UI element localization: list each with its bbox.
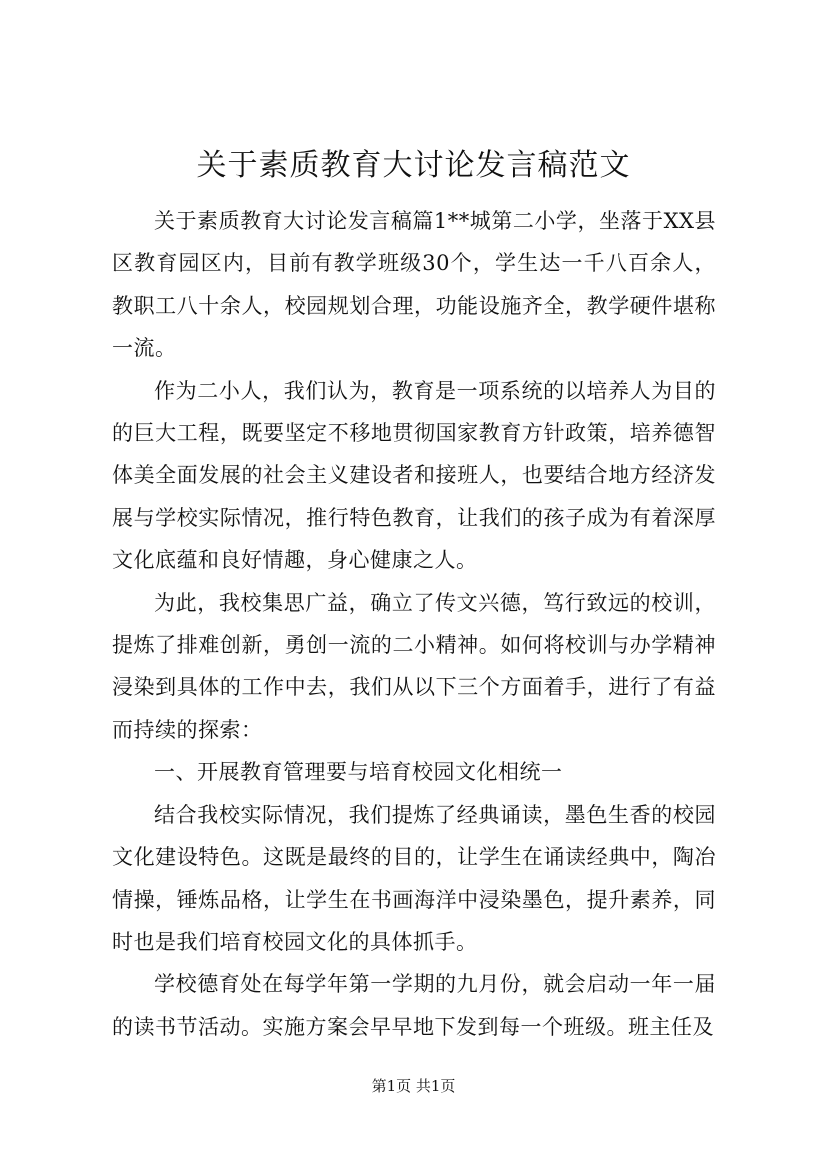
paragraph: 为此，我校集思广益，确立了传文兴德，笃行致远的校训，提炼了排难创新，勇创一流的二小精神。如何将校训与办学精神浸染到具体的工作中去，我们从以下三个方面着手，进行了有益而持续的探索： (112, 590, 716, 742)
paragraph: 结合我校实际情况，我们提炼了经典诵读，墨色生香的校园文化建设特色。这既是最终的目的，让学生在诵读经典中，陶冶情操，锤炼品格，让学生在书画海洋中浸染墨色，提升素养，同时也是我们培育校园文化的具体抓手。 (112, 802, 716, 954)
paragraph: 作为二小人，我们认为，教育是一项系统的以培养人为目的的巨大工程，既要坚定不移地贯彻国家教育方针政策，培养德智体美全面发展的社会主义建设者和接班人，也要结合地方经济发展与学校实际情况，推行特色教育，让我们的孩子成为有着深厚文化底蕴和良好情趣，身心健康之人。 (112, 378, 716, 573)
page-number-footer: 第1页 共1页 (371, 1077, 456, 1095)
section-heading: 一、开展教育管理要与培育校园文化相统一 (154, 760, 563, 785)
paragraph: 关于素质教育大讨论发言稿篇1**城第二小学，坐落于XX县区教育园区内，目前有教学班级30个，学生达一千八百余人，教职工八十余人，校园规划合理，功能设施齐全，教学硬件堪称一流。 (112, 209, 716, 361)
document-body (112, 200, 716, 1048)
document-title: 关于素质教育大讨论发言稿范文 (196, 148, 631, 183)
paragraph: 学校德育处在每学年第一学期的九月份，就会启动一年一届的读书节活动。实施方案会早早地下发到每一个班级。班主任及 (112, 972, 716, 1039)
